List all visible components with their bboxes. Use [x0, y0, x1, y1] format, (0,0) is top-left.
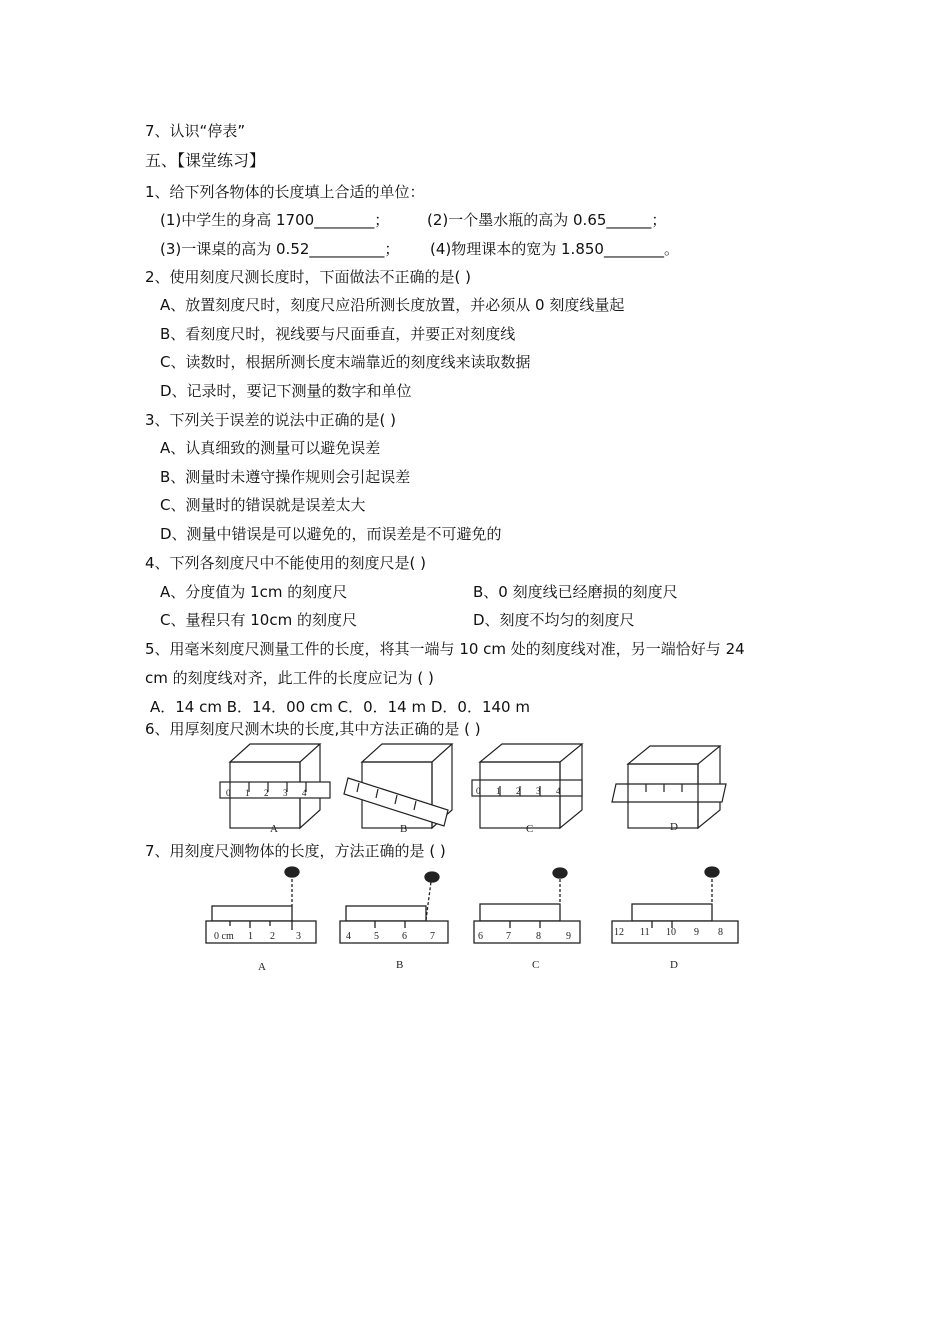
ruler-c-label: 8 — [536, 931, 541, 942]
question-1-item-4: (4)物理课本的宽为 1.850________。 — [430, 240, 679, 258]
figure-caption-a: A — [270, 823, 278, 835]
ruler-c-diagram — [474, 868, 580, 943]
ruler-a-label: 1 — [248, 931, 253, 942]
heading-stopwatch: 7、认识“停表” — [145, 122, 246, 140]
question-4-stem: 4、下列各刻度尺中不能使用的刻度尺是( ) — [145, 554, 427, 572]
ruler-d-label: 11 — [640, 927, 650, 938]
question-2-option-a: A、放置刻度尺时，刻度尺应沿所测长度放置，并必须从 0 刻度线量起 — [160, 296, 625, 314]
figure-caption-a: A — [258, 961, 266, 973]
question-7-stem: 7、用刻度尺测物体的长度，方法正确的是 ( ) — [145, 842, 446, 860]
block-c-diagram — [472, 744, 582, 828]
ruler-c-label: 9 — [566, 931, 571, 942]
figure-caption-d: D — [670, 959, 678, 971]
tick-label: 1 — [496, 786, 501, 796]
tick-label: 2 — [264, 788, 269, 798]
tick-label: 4 — [556, 786, 561, 796]
tick-label: 4 — [302, 788, 307, 798]
question-3-option-d: D、测量中错误是可以避免的，而误差是不可避免的 — [160, 525, 502, 543]
tick-label: 3 — [536, 786, 541, 796]
section-heading-practice: 五、【课堂练习】 — [145, 151, 266, 170]
ruler-a-label: 0 cm — [214, 931, 234, 942]
question-3-option-b: B、测量时未遵守操作规则会引起误差 — [160, 468, 411, 486]
question-7-figure — [200, 860, 745, 980]
ruler-b-label: 5 — [374, 931, 379, 942]
tick-label: 0 — [476, 786, 481, 796]
question-4-option-a: A、分度值为 1cm 的刻度尺 — [160, 583, 348, 601]
figure-caption-b: B — [400, 823, 408, 835]
ruler-b-label: 4 — [346, 931, 351, 942]
question-4-option-b: B、0 刻度线已经磨损的刻度尺 — [473, 583, 678, 601]
question-1-item-2: (2)一个墨水瓶的高为 0.65______； — [427, 211, 667, 229]
block-d-diagram — [612, 746, 726, 828]
question-2-option-b: B、看刻度尺时，视线要与尺面垂直，并要正对刻度线 — [160, 325, 516, 343]
question-4-option-c: C、量程只有 10cm 的刻度尺 — [160, 611, 357, 629]
ruler-c-label: 6 — [478, 931, 483, 942]
question-5-stem: 5、用毫米刻度尺测量工件的长度，将其一端与 10 cm 处的刻度线对准，另一端恰好与 24 — [145, 640, 745, 658]
figure-caption-c: C — [532, 959, 540, 971]
ruler-d-label: 10 — [666, 927, 676, 938]
ruler-a-label: 3 — [296, 931, 301, 942]
tick-label: 2 — [516, 786, 521, 796]
question-1-stem: 1、给下列各物体的长度填上合适的单位： — [145, 183, 425, 201]
question-6-stem: 6、用厚刻度尺测木块的长度,其中方法正确的是 ( ) — [145, 720, 481, 738]
question-2-option-d: D、记录时，要记下测量的数字和单位 — [160, 382, 412, 400]
question-2-option-c: C、读数时，根据所测长度末端靠近的刻度线来读取数据 — [160, 353, 531, 371]
ruler-a-label: 2 — [270, 931, 275, 942]
block-a-diagram — [220, 744, 330, 828]
figure-caption-d: D — [670, 821, 678, 833]
ruler-d-label: 8 — [718, 927, 723, 938]
question-1-item-1: (1)中学生的身高 1700________； — [160, 211, 390, 229]
question-4-option-d: D、刻度不均匀的刻度尺 — [473, 611, 635, 629]
tick-label: 0 — [226, 788, 231, 798]
tick-label: 1 — [245, 788, 250, 798]
figure-caption-b: B — [396, 959, 404, 971]
figure-caption-c: C — [526, 823, 534, 835]
ruler-c-label: 7 — [506, 931, 511, 942]
question-2-stem: 2、使用刻度尺测长度时，下面做法不正确的是( ) — [145, 268, 472, 286]
question-3-option-a: A、认真细致的测量可以避免误差 — [160, 439, 381, 457]
question-3-stem: 3、下列关于误差的说法中正确的是( ) — [145, 411, 397, 429]
question-3-option-c: C、测量时的错误就是误差太大 — [160, 496, 366, 514]
tick-label: 3 — [283, 788, 288, 798]
question-6-figure — [210, 740, 750, 840]
ruler-b-label: 6 — [402, 931, 407, 942]
block-b-diagram — [344, 744, 452, 828]
question-5-stem-cont: cm 的刻度线对齐，此工件的长度应记为 ( ) — [145, 669, 434, 687]
question-1-item-3: (3)一课桌的高为 0.52__________； — [160, 240, 400, 258]
ruler-d-label: 9 — [694, 927, 699, 938]
question-5-options: A．14 cm B．14．00 cm C．0．14 m D．0．140 m — [150, 698, 530, 716]
ruler-b-label: 7 — [430, 931, 435, 942]
ruler-d-label: 12 — [614, 927, 624, 938]
